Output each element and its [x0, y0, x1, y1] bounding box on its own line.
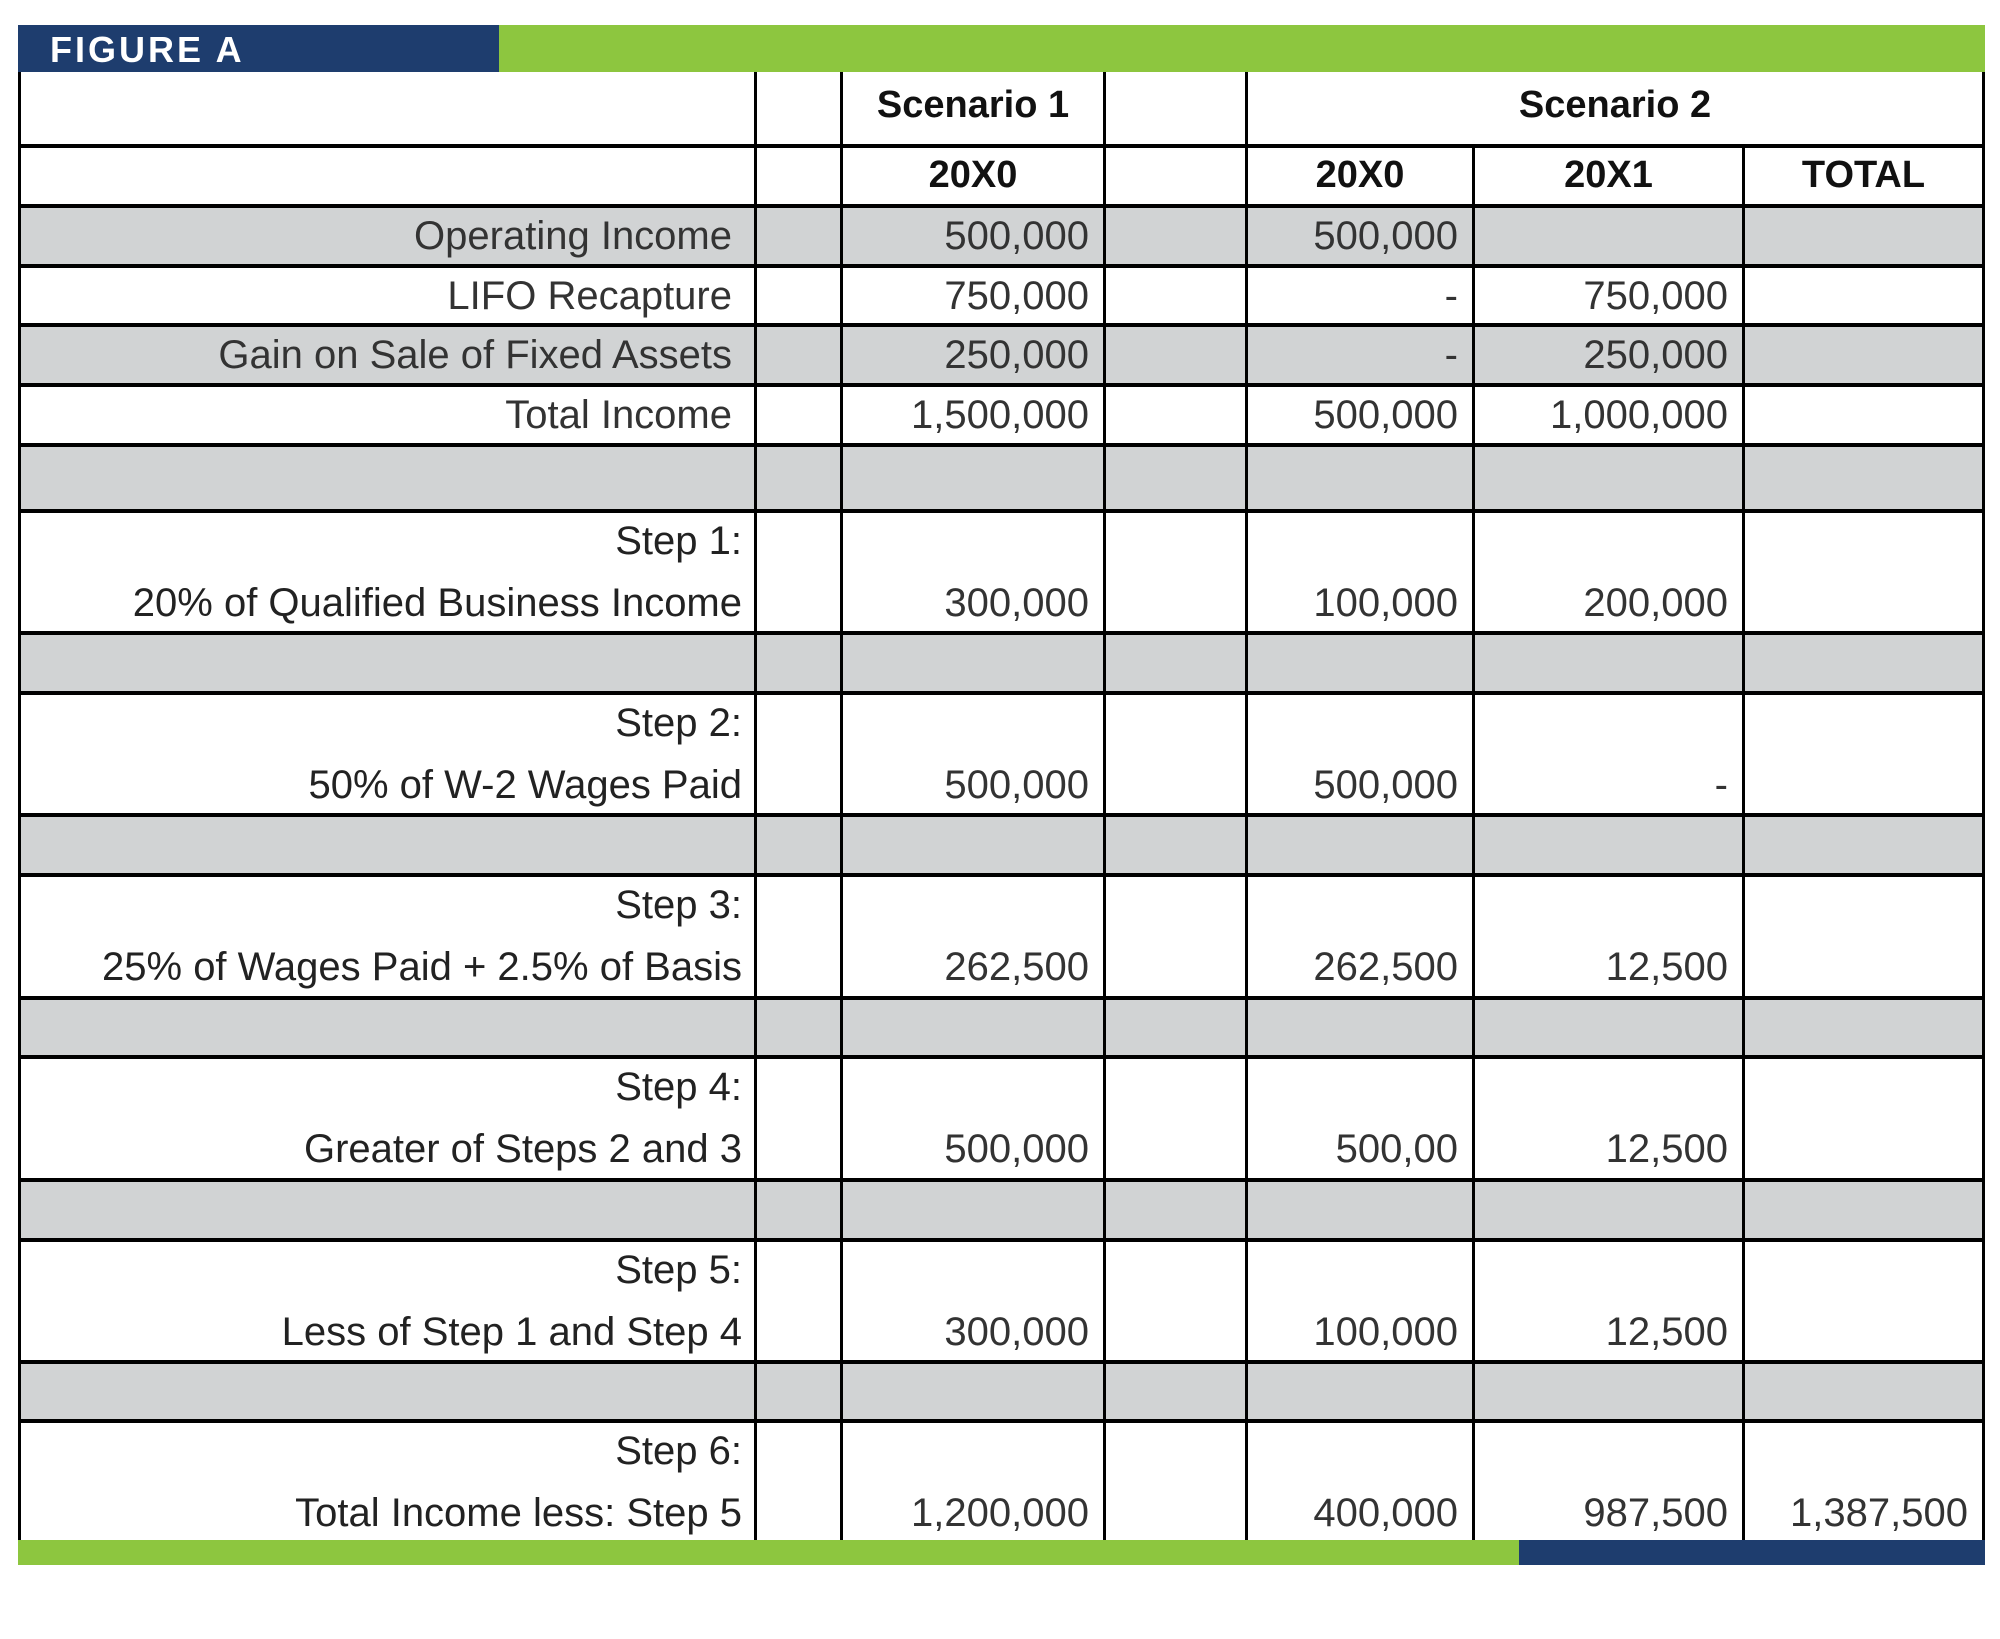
s1-value: 750,000 — [944, 274, 1089, 318]
step-label: Less of Step 1 and Step 4 — [281, 1310, 742, 1354]
s1-value: 500,000 — [944, 1127, 1089, 1171]
s1-value: 1,200,000 — [911, 1491, 1089, 1535]
spacer-row — [18, 443, 1985, 509]
scenario1-header — [840, 72, 1103, 144]
step-label: 50% of W-2 Wages Paid — [308, 763, 742, 807]
s2-year1-value: - — [1714, 763, 1728, 807]
step-number: Step 4: — [615, 1065, 742, 1109]
header-blank — [18, 72, 754, 144]
header-row-scenarios — [18, 72, 1985, 144]
s2-year1-header — [1472, 148, 1742, 204]
step-label: 20% of Qualified Business Income — [132, 581, 742, 625]
row-label: Operating Income — [414, 214, 732, 258]
spacer-row — [18, 1360, 1985, 1419]
step-number: Step 2: — [615, 701, 742, 745]
s2-year0-value: 100,000 — [1313, 1310, 1458, 1354]
table-row-step-3 — [18, 873, 1985, 996]
header-spacer — [1103, 148, 1245, 204]
s2-year1-value: 250,000 — [1583, 333, 1728, 377]
scenario2-header — [1245, 72, 1985, 144]
s2-year0-value: 400,000 — [1313, 1491, 1458, 1535]
s1-value: 1,500,000 — [911, 393, 1089, 437]
spacer-row — [18, 1178, 1985, 1238]
s1-value: 500,000 — [944, 214, 1089, 258]
table-row-step-2 — [18, 691, 1985, 813]
header-blank — [18, 148, 754, 204]
footer-bar — [18, 1540, 1985, 1565]
table-row-step-4 — [18, 1055, 1985, 1178]
s2-year0-value: - — [1444, 333, 1458, 377]
s2-year0-value: 500,000 — [1313, 393, 1458, 437]
s2-year0-value: 500,000 — [1313, 214, 1458, 258]
step-label: Total Income less: Step 5 — [295, 1491, 742, 1535]
figure-title: FIGURE A — [18, 25, 499, 72]
step-number: Step 3: — [615, 883, 742, 927]
table-row-operating-income — [18, 204, 1985, 264]
s2-year1-value: 12,500 — [1605, 1127, 1728, 1171]
scenario1-label: Scenario 1 — [876, 84, 1070, 126]
s1-value: 300,000 — [944, 1310, 1089, 1354]
s1-value: 500,000 — [944, 763, 1089, 807]
s2-year0-value: 262,500 — [1313, 945, 1458, 989]
s2-year1-value: 12,500 — [1605, 1310, 1728, 1354]
s2-year1-value: 750,000 — [1583, 274, 1728, 318]
s2-year0-header — [1245, 148, 1472, 204]
s1-value: 300,000 — [944, 581, 1089, 625]
header-row-years — [18, 144, 1985, 204]
s2-year0-value: 500,000 — [1313, 763, 1458, 807]
header-spacer — [754, 72, 840, 144]
step-number: Step 5: — [615, 1248, 742, 1292]
s2-year1-value: 987,500 — [1583, 1491, 1728, 1535]
table-row-lifo-recapture — [18, 264, 1985, 323]
s2-total-header — [1742, 148, 1985, 204]
step-label: Greater of Steps 2 and 3 — [303, 1127, 742, 1171]
s2-total-value: 1,387,500 — [1790, 1491, 1968, 1535]
table-row-gain-on-sale — [18, 323, 1985, 383]
s2-year0-value: 100,000 — [1313, 581, 1458, 625]
figure-table — [18, 72, 1985, 1540]
row-label: Total Income — [505, 393, 732, 437]
row-label: Gain on Sale of Fixed Assets — [218, 333, 732, 377]
s2-year0-value: - — [1444, 274, 1458, 318]
header-spacer — [754, 148, 840, 204]
s2-year1-value: 12,500 — [1605, 945, 1728, 989]
header-spacer — [1103, 72, 1245, 144]
step-number: Step 6: — [615, 1429, 742, 1473]
s1-year-label: 20X0 — [928, 154, 1018, 196]
s2-year0-value: 500,00 — [1335, 1127, 1458, 1171]
s2-year1-value: 200,000 — [1583, 581, 1728, 625]
scenario2-label: Scenario 2 — [1518, 84, 1712, 126]
row-label: LIFO Recapture — [447, 274, 732, 318]
s2-year1-label: 20X1 — [1564, 154, 1653, 196]
figure-banner — [18, 25, 1985, 72]
s1-value: 262,500 — [944, 945, 1089, 989]
table-row-step-1 — [18, 509, 1985, 631]
step-number: Step 1: — [615, 519, 742, 563]
s2-year1-value: 1,000,000 — [1550, 393, 1728, 437]
table-row-step-6 — [18, 1419, 1985, 1540]
s2-year0-label: 20X0 — [1315, 154, 1405, 196]
footer-bar-accent — [1519, 1540, 1985, 1565]
table-row-step-5 — [18, 1238, 1985, 1360]
s2-total-label: TOTAL — [1801, 154, 1926, 196]
table-row-total-income — [18, 383, 1985, 443]
s1-value: 250,000 — [944, 333, 1089, 377]
spacer-row — [18, 996, 1985, 1055]
step-label: 25% of Wages Paid + 2.5% of Basis — [102, 945, 742, 989]
spacer-row — [18, 813, 1985, 873]
s1-year-header — [840, 148, 1103, 204]
spacer-row — [18, 631, 1985, 691]
